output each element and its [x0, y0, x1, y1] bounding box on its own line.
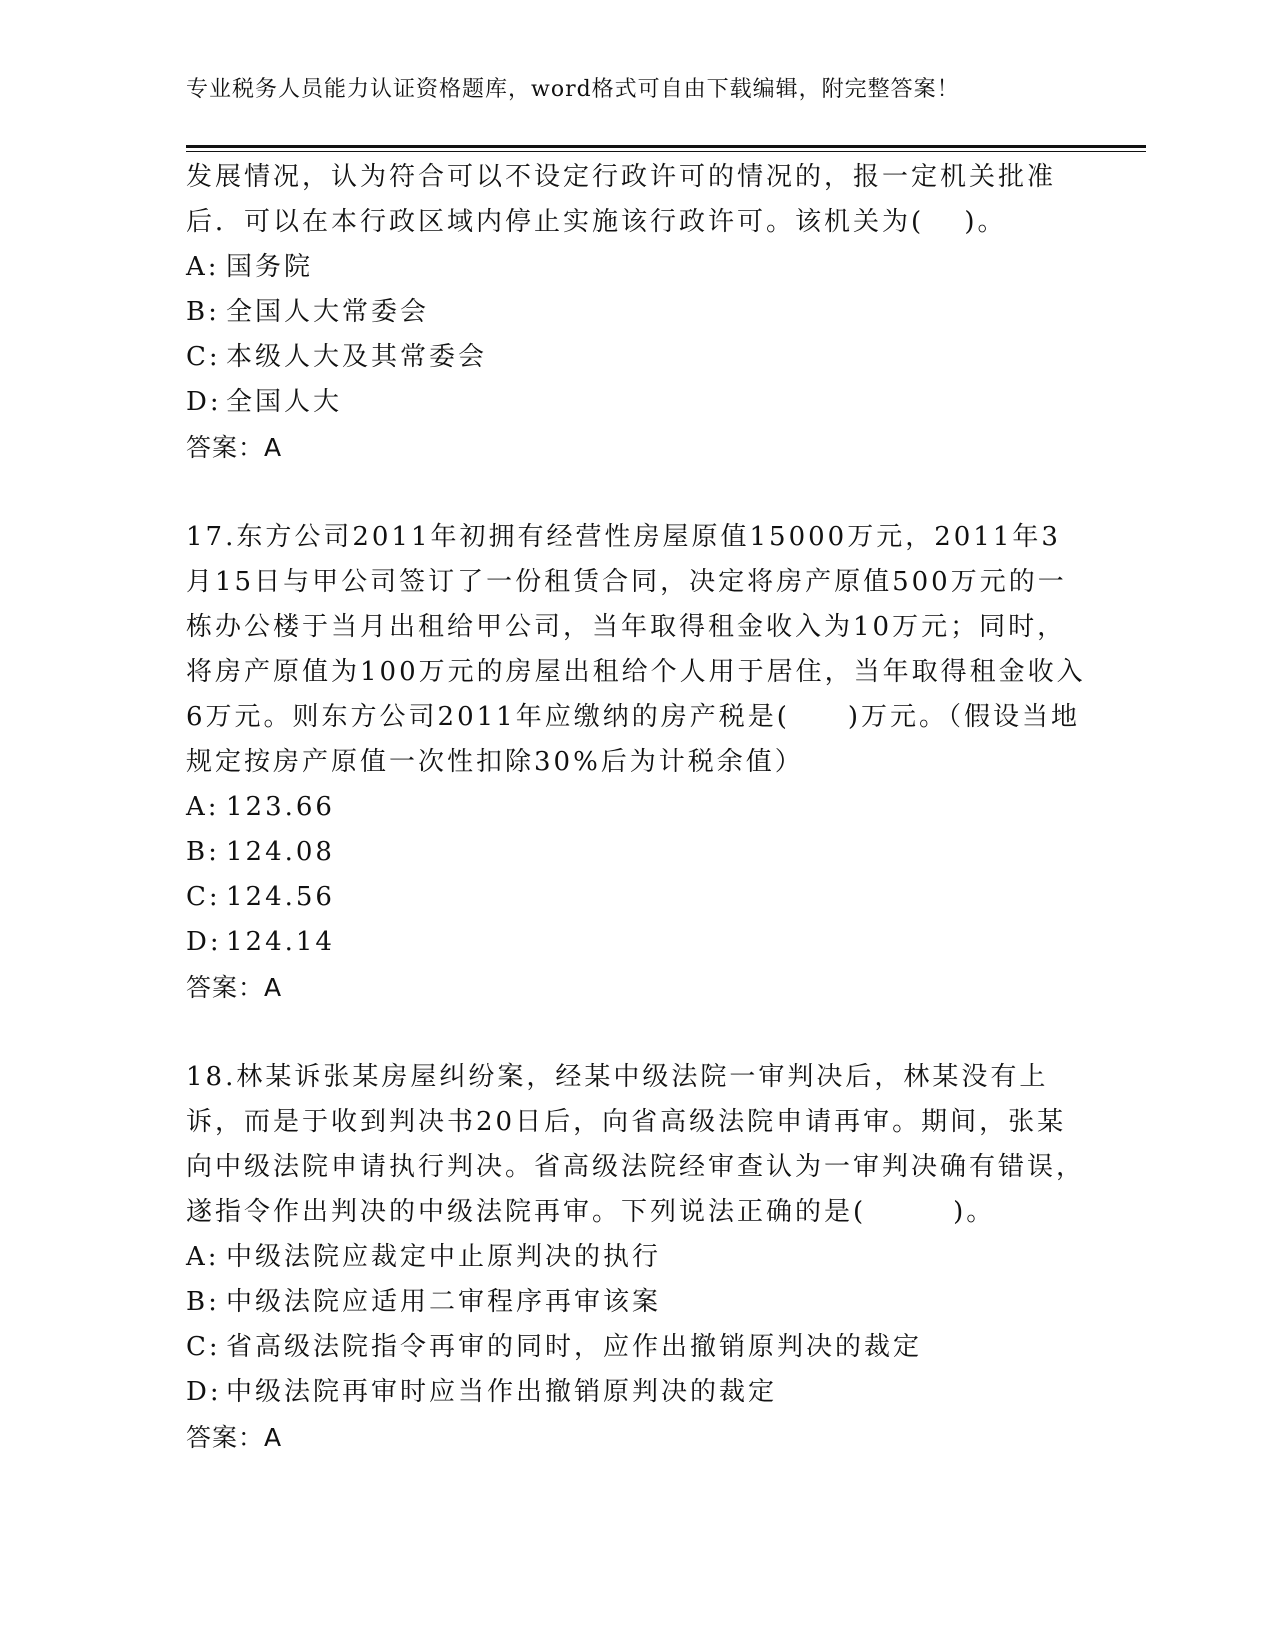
option-d: [186, 380, 1086, 425]
option-text: 国务院: [226, 252, 314, 282]
option-label: A:: [186, 252, 220, 282]
option-b: [186, 830, 1086, 875]
answer-line: 答案：A: [186, 433, 283, 462]
option-label: D:: [186, 1377, 222, 1407]
question-17: [186, 515, 1086, 1010]
option-label: C:: [186, 1332, 221, 1362]
option-text: 124.08: [226, 837, 335, 867]
option-a: [186, 1235, 1086, 1280]
option-a: [186, 245, 1086, 290]
answer-line: 答案：A: [186, 973, 283, 1002]
option-c: [186, 1325, 1086, 1370]
option-text: 124.56: [226, 882, 335, 912]
option-label: A:: [186, 792, 220, 822]
question-16: [186, 155, 1086, 470]
option-label: B:: [186, 837, 220, 867]
option-label: D:: [186, 927, 222, 957]
option-d: [186, 920, 1086, 965]
option-text: 本级人大及其常委会: [226, 342, 488, 372]
option-text: 全国人大: [226, 387, 343, 417]
option-c: [186, 335, 1086, 380]
option-text: 124.14: [226, 927, 335, 957]
option-text: 省高级法院指令再审的同时，应作出撤销原判决的裁定: [226, 1332, 923, 1362]
question-stem: 17.东方公司2011年初拥有经营性房屋原值15000万元，2011年3月15日与甲公司签订了一份租赁合同，决定将房产原值500万元的一栋办公楼于当月出租给甲公司，当年取得租金收入为10万元；同时，将房产原值为100万元的房屋出租给个人用于居住，当年取得租金收入6万元。则东方公司2011年应缴纳的房产税是( )万元。（假设当地规定按房产原值一次性扣除30%后为计税余值）: [186, 522, 1086, 777]
option-a: [186, 785, 1086, 830]
header-rule-thick: [186, 145, 1146, 148]
option-label: C:: [186, 882, 221, 912]
question-list: [186, 155, 1086, 1505]
question-stem: 发展情况，认为符合可以不设定行政许可的情况的，报一定机关批准后．可以在本行政区域内停止实施该行政许可。该机关为( )。: [186, 162, 1057, 237]
option-label: D:: [186, 387, 222, 417]
option-label: B:: [186, 1287, 220, 1317]
question-stem: 18.林某诉张某房屋纠纷案，经某中级法院一审判决后，林某没有上诉，而是于收到判决书20日后，向省高级法院申请再审。期间，张某向中级法院申请执行判决。省高级法院经审查认为一审判决确有错误，遂指令作出判决的中级法院再审。下列说法正确的是( )。: [186, 1062, 1086, 1227]
option-c: [186, 875, 1086, 920]
option-label: B:: [186, 297, 220, 327]
option-d: [186, 1370, 1086, 1415]
option-text: 中级法院再审时应当作出撤销原判决的裁定: [226, 1377, 778, 1407]
option-b: [186, 290, 1086, 335]
option-text: 中级法院应适用二审程序再审该案: [226, 1287, 662, 1317]
header-rule-thin: [186, 151, 1146, 152]
option-text: 全国人大常委会: [226, 297, 430, 327]
option-text: 中级法院应裁定中止原判决的执行: [226, 1242, 662, 1272]
option-label: C:: [186, 342, 221, 372]
option-label: A:: [186, 1242, 220, 1272]
page-header: 专业税务人员能力认证资格题库，word格式可自由下载编辑，附完整答案！: [186, 77, 960, 102]
option-b: [186, 1280, 1086, 1325]
question-18: [186, 1055, 1086, 1460]
option-text: 123.66: [226, 792, 335, 822]
answer-line: 答案：A: [186, 1423, 283, 1452]
